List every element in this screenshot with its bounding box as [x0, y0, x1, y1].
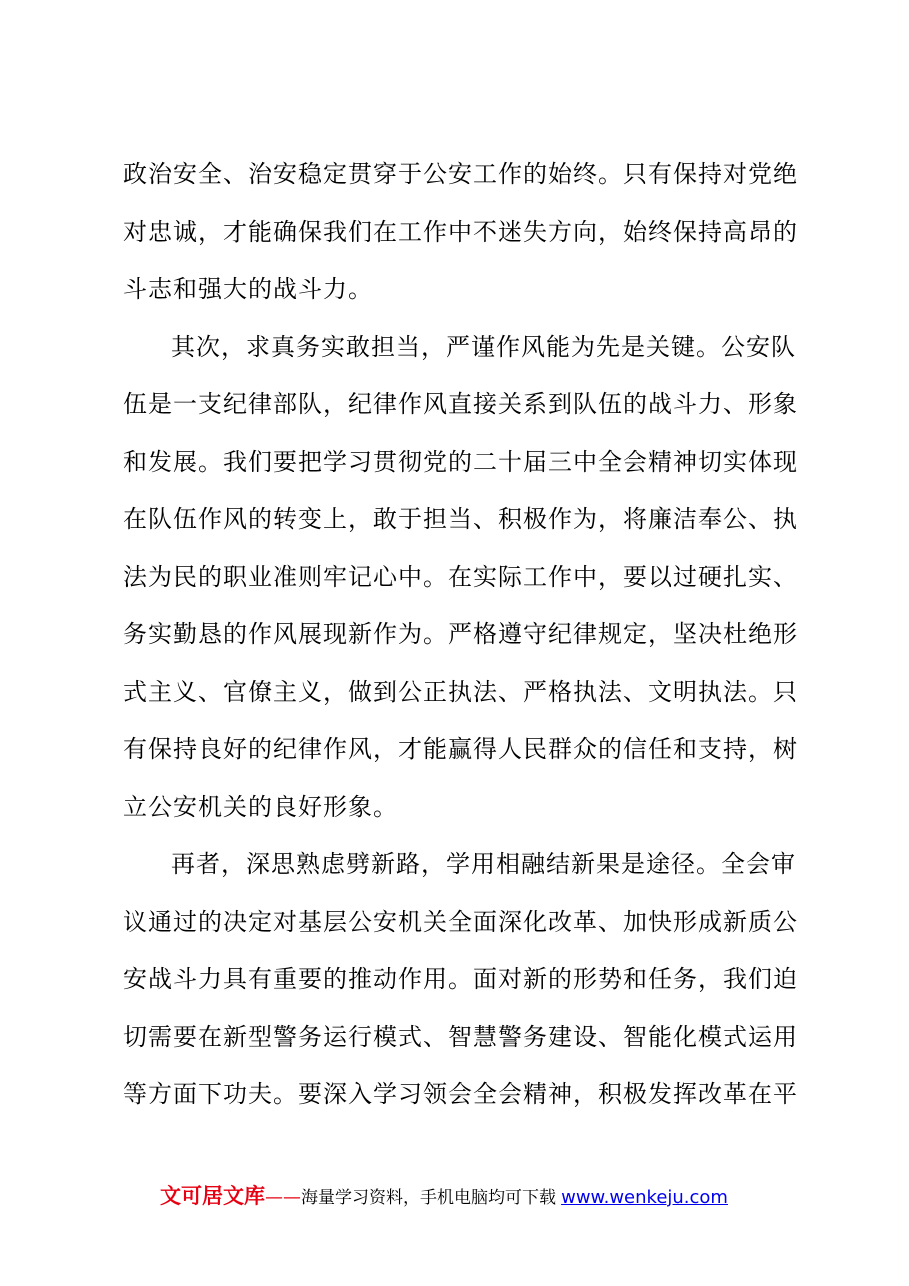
- paragraph-1: [123, 146, 798, 319]
- footer-banner: [160, 1180, 800, 1210]
- text-line: 和发展。我们要把学习贯彻党的二十届三中全会精神切实体现: [123, 447, 798, 476]
- paragraph-2: [123, 319, 798, 837]
- text-line: 有保持良好的纪律作风，才能赢得人民群众的信任和支持，树: [123, 735, 798, 763]
- text-line: 在队伍作风的转变上，敢于担当、积极作为，将廉洁奉公、执: [123, 505, 798, 533]
- text-line: 政治安全、治安稳定贯穿于公安工作的始终。只有保持对党绝: [123, 160, 798, 188]
- text-line: 等方面下功夫。要深入学习领会全会精神，积极发挥改革在平: [123, 1080, 798, 1108]
- text-line: 斗志和强大的战斗力。: [123, 275, 373, 303]
- website-link[interactable]: www.wenkeju.com: [561, 1187, 728, 1208]
- brand-name: 文可居文库: [160, 1184, 265, 1208]
- text-line: 立公安机关的良好形象。: [123, 792, 398, 821]
- document-body: [123, 146, 798, 1124]
- paragraph-3: [123, 836, 798, 1124]
- text-line: 对忠诚，才能确保我们在工作中不迷失方向，始终保持高昂的: [123, 217, 798, 246]
- text-line: 法为民的职业准则牢记心中。在实际工作中，要以过硬扎实、: [123, 562, 798, 591]
- text-line: 伍是一支纪律部队，纪律作风直接关系到队伍的战斗力、形象: [123, 390, 798, 418]
- text-line: 式主义、官僚主义，做到公正执法、严格执法、文明执法。只: [123, 677, 798, 706]
- footer-dash: ——: [265, 1187, 301, 1208]
- text-line: 切需要在新型警务运行模式、智慧警务建设、智能化模式运用: [123, 1022, 798, 1051]
- footer-tagline: 海量学习资料，手机电脑均可下载: [301, 1188, 556, 1208]
- text-line: 安战斗力具有重要的推动作用。面对新的形势和任务，我们迫: [123, 965, 798, 993]
- text-line: 议通过的决定对基层公安机关全面深化改革、加快形成新质公: [123, 907, 798, 936]
- text-line: 务实勤恳的作风展现新作为。严格遵守纪律规定，坚决杜绝形: [123, 620, 798, 648]
- text-line: 再者，深思熟虑劈新路，学用相融结新果是途径。全会审: [171, 850, 796, 878]
- text-line: 其次，求真务实敢担当，严谨作风能为先是关键。公安队: [171, 332, 796, 361]
